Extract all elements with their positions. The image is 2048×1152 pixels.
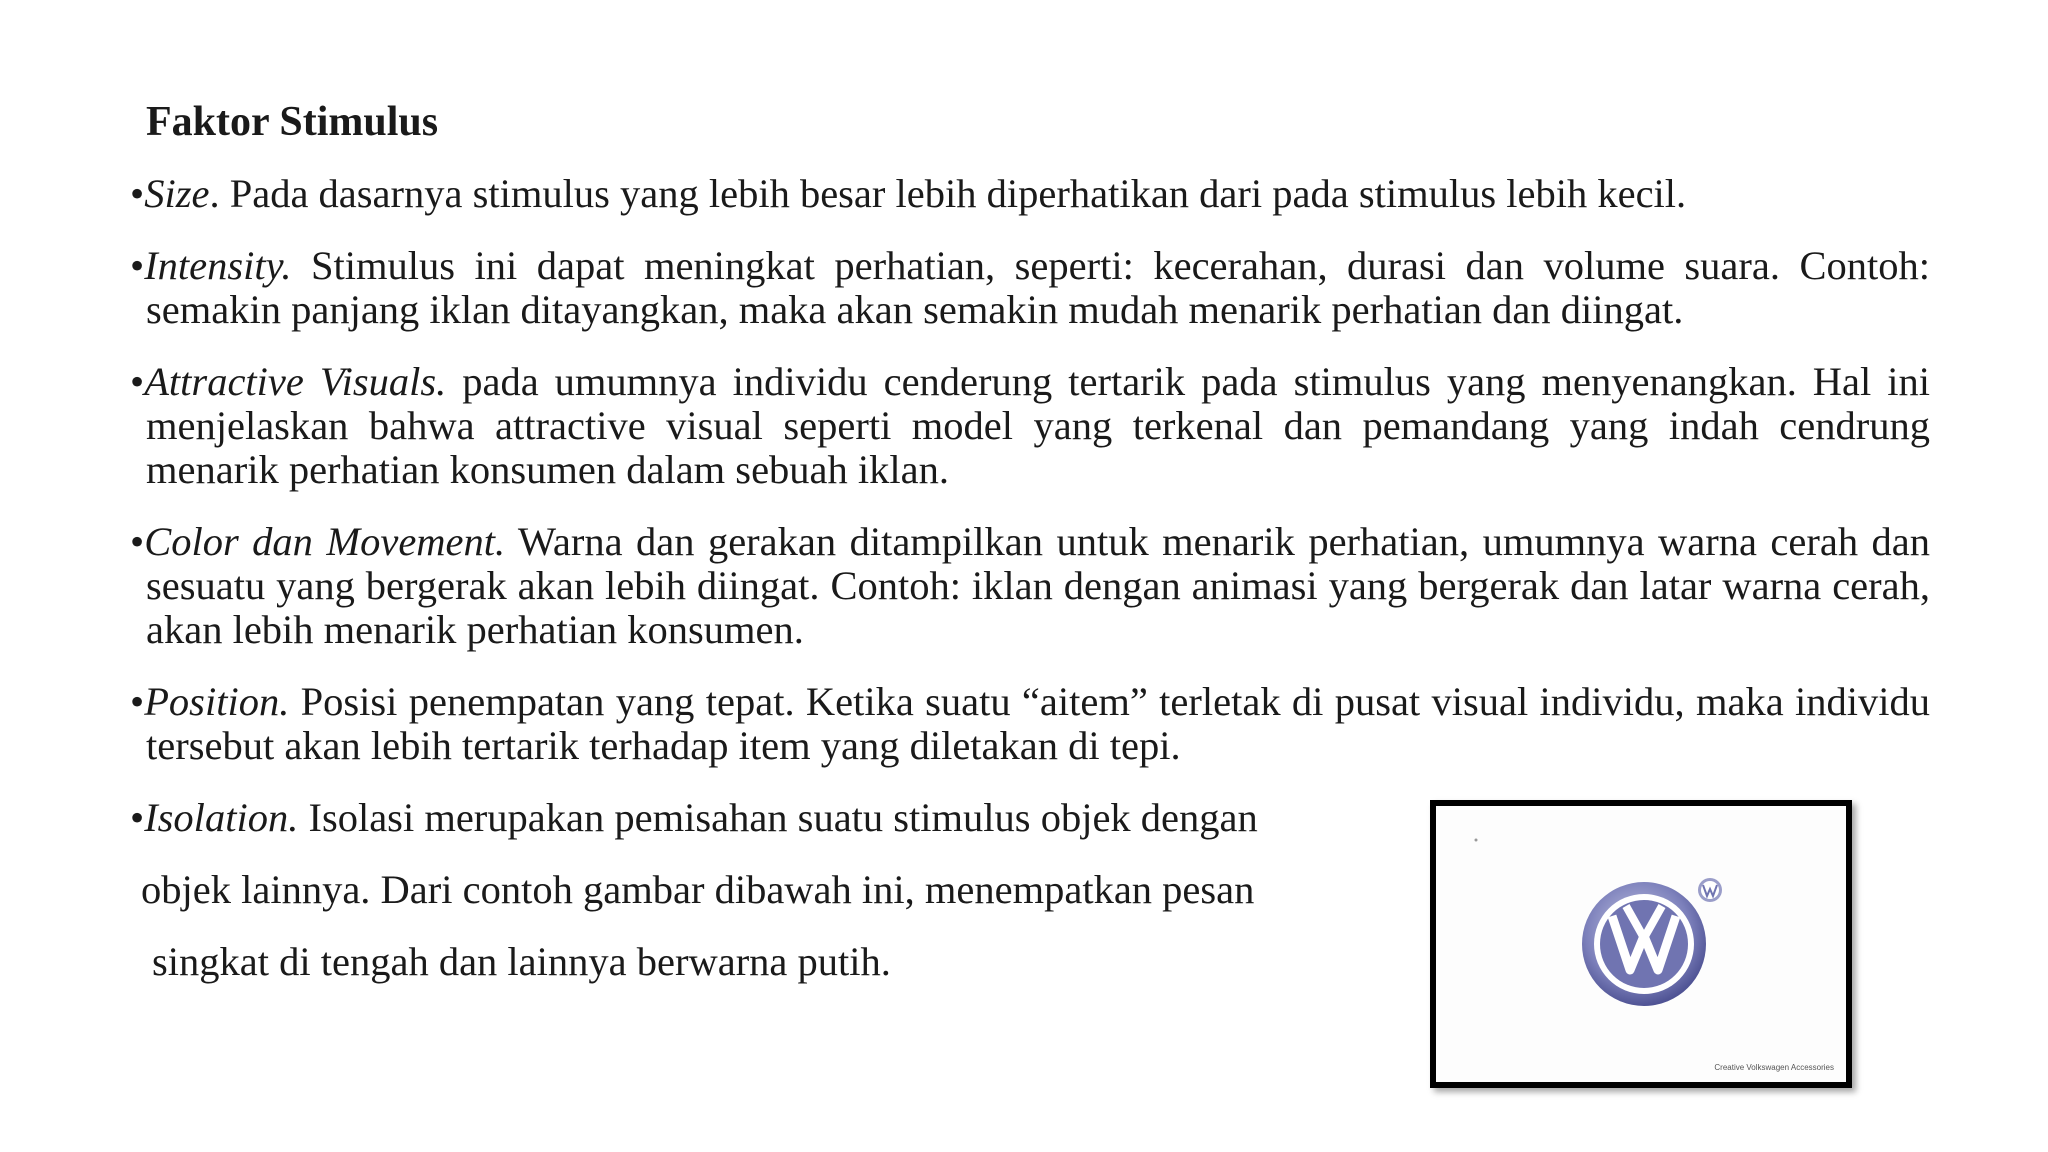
bullet-term: Attractive Visuals. (144, 359, 447, 404)
bullet-item-isolation-line-3: singkat di tengah dan lainnya berwarna putih. (152, 939, 891, 984)
bullet-marker: • (130, 519, 145, 564)
bullet-item-size (130, 172, 1930, 216)
image-caption: Creative Volkswagen Accessories (1714, 1063, 1834, 1072)
bullet-item-position (130, 680, 1930, 768)
bullet-marker: • (130, 359, 145, 404)
bullet-text: pada umumnya individu cenderung tertarik pada stimulus yang menyenangkan. Hal ini menjelaskan bahwa attractive visual seperti model yang terkenal dan pemandang yang indah cendrung menarik perhatian konsumen dalam sebuah iklan. (146, 359, 1930, 492)
bullet-text: . Pada dasarnya stimulus yang lebih besar lebih diperhatikan dari pada stimulus lebih kecil. (209, 171, 1687, 216)
bullet-item-attractive-visuals (130, 360, 1930, 492)
bullet-item-isolation-line-2: objek lainnya. Dari contoh gambar dibawah ini, menempatkan pesan (141, 867, 1255, 912)
bullet-text: Stimulus ini dapat meningkat perhatian, seperti: kecerahan, durasi dan volume suara. Contoh: semakin panjang iklan ditayangkan, maka akan semakin mudah menarik perhatian dan diingat. (146, 243, 1930, 332)
bullet-marker: • (130, 795, 145, 840)
vw-logo-icon (1436, 806, 1846, 1082)
bullet-term: Position. (144, 679, 290, 724)
bullet-term: Color dan Movement. (144, 519, 506, 564)
bullet-term: Size (144, 171, 210, 216)
bullet-text: Isolasi merupakan pemisahan suatu stimulus objek dengan (298, 795, 1258, 840)
bullet-term: Isolation. (144, 795, 299, 840)
bullet-text: Posisi penempatan yang tepat. Ketika suatu “aitem” terletak di pusat visual individu, maka individu tersebut akan lebih tertarik terhadap item yang diletakan di tepi. (146, 679, 1930, 768)
bullet-text: Warna dan gerakan ditampilkan untuk menarik perhatian, umumnya warna cerah dan sesuatu yang bergerak akan lebih diingat. Contoh: iklan dengan animasi yang bergerak dan latar warna cerah, akan lebih menarik perhatian konsumen. (146, 519, 1930, 652)
isolation-example-image (1430, 800, 1852, 1088)
bullet-item-intensity (130, 244, 1930, 332)
bullet-marker: • (130, 243, 145, 288)
bullet-item-isolation-line-1 (130, 796, 1258, 840)
bullet-item-color-movement (130, 520, 1930, 652)
bullet-marker: • (130, 679, 145, 724)
slide-title: Faktor Stimulus (146, 99, 439, 145)
bullet-term: Intensity. (144, 243, 292, 288)
bullet-marker: • (130, 171, 145, 216)
